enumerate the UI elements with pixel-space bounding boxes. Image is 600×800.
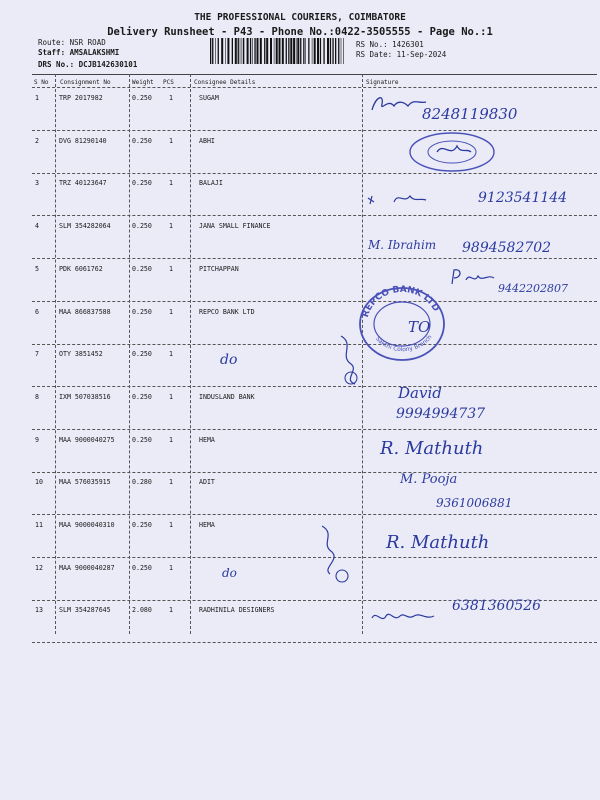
row-sno: 8 bbox=[35, 393, 39, 401]
row-weight: 0.250 bbox=[132, 521, 152, 529]
row-divider bbox=[32, 258, 597, 259]
row-divider bbox=[32, 514, 597, 515]
row-consignment-no: OTY 3851452 bbox=[59, 350, 103, 358]
handwritten-name-row-4: M. Ibrahim bbox=[368, 238, 437, 252]
row-consignee: REPCO BANK LTD bbox=[199, 308, 255, 316]
handwritten-tag-row-6: TO bbox=[408, 318, 431, 336]
col-header-consignment: Consignment No bbox=[60, 79, 111, 86]
row-sno: 2 bbox=[35, 137, 39, 145]
row-weight: 2.080 bbox=[132, 606, 152, 614]
row-weight: 0.280 bbox=[132, 478, 152, 486]
row-weight: 0.250 bbox=[132, 265, 152, 273]
column-divider bbox=[55, 74, 56, 634]
rs-date: RS Date: 11-Sep-2024 bbox=[356, 50, 447, 59]
row-sno: 6 bbox=[35, 308, 39, 316]
row-sno: 11 bbox=[35, 521, 43, 529]
row-consignee: SUGAM bbox=[199, 94, 219, 102]
table-top-border bbox=[32, 74, 597, 75]
row-divider bbox=[32, 344, 597, 345]
stamp-text: REPCO BANK LTD bbox=[360, 284, 441, 319]
handwritten-phone-row-13: 6381360526 bbox=[452, 598, 542, 614]
row-weight: 0.250 bbox=[132, 564, 152, 572]
signature-row-3 bbox=[364, 186, 444, 208]
row-consignee: PITCHAPPAN bbox=[199, 265, 239, 273]
row-pcs: 1 bbox=[169, 564, 173, 572]
handwritten-phone-row-8: 9994994737 bbox=[396, 406, 486, 422]
row-pcs: 1 bbox=[169, 179, 173, 187]
row-sno: 3 bbox=[35, 179, 39, 187]
row-consignment-no: MAA 576035915 bbox=[59, 478, 111, 486]
row-pcs: 1 bbox=[169, 606, 173, 614]
row-consignment-no: DVG 81290140 bbox=[59, 137, 107, 145]
row-consignment-no: SLM 354287645 bbox=[59, 606, 111, 614]
row-consignment-no: TRP 2017982 bbox=[59, 94, 103, 102]
handwritten-name-row-11: R. Mathuth bbox=[386, 532, 490, 553]
row-sno: 7 bbox=[35, 350, 39, 358]
handwritten-phone-row-3: 9123541144 bbox=[478, 190, 568, 206]
row-pcs: 1 bbox=[169, 478, 173, 486]
row-weight: 0.250 bbox=[132, 350, 152, 358]
row-sno: 1 bbox=[35, 94, 39, 102]
signature-row-5 bbox=[448, 266, 498, 288]
signature-row-13 bbox=[368, 606, 440, 626]
row-weight: 0.250 bbox=[132, 137, 152, 145]
row-weight: 0.250 bbox=[132, 222, 152, 230]
row-pcs: 1 bbox=[169, 308, 173, 316]
row-consignment-no: PDK 6061762 bbox=[59, 265, 103, 273]
row-pcs: 1 bbox=[169, 436, 173, 444]
row-sno: 13 bbox=[35, 606, 43, 614]
row-divider bbox=[32, 472, 597, 473]
handwritten-mark-row-7: do bbox=[220, 352, 238, 368]
row-consignment-no: IXM 507038516 bbox=[59, 393, 111, 401]
handwritten-phone-row-5: 9442202807 bbox=[498, 282, 568, 295]
header-divider bbox=[32, 87, 597, 88]
col-header-sno: S No bbox=[34, 79, 49, 86]
row-consignment-no: MAA 9000040310 bbox=[59, 521, 115, 529]
rs-number: RS No.: 1426301 bbox=[356, 40, 424, 49]
stamp-subtext: Sakthi Colony Branch bbox=[373, 333, 434, 354]
runsheet-title: Delivery Runsheet - P43 - Phone No.:0422-3505555 - Page No.:1 bbox=[107, 26, 493, 38]
row-weight: 0.250 bbox=[132, 393, 152, 401]
stamp-row-2 bbox=[405, 130, 500, 174]
handwritten-mark-row-12: do bbox=[222, 566, 237, 580]
column-divider bbox=[190, 74, 191, 634]
row-consignee: BALAJI bbox=[199, 179, 223, 187]
repco-bank-stamp bbox=[355, 282, 449, 362]
row-sno: 4 bbox=[35, 222, 39, 230]
row-consignee: HEMA bbox=[199, 436, 215, 444]
handwritten-phone-row-10: 9361006881 bbox=[436, 496, 513, 510]
column-divider bbox=[129, 74, 130, 634]
row-weight: 0.250 bbox=[132, 94, 152, 102]
handwritten-phone-row-1: 8248119830 bbox=[422, 105, 518, 123]
row-pcs: 1 bbox=[169, 222, 173, 230]
row-weight: 0.250 bbox=[132, 179, 152, 187]
row-pcs: 1 bbox=[169, 393, 173, 401]
row-consignment-no: MAA 9000040287 bbox=[59, 564, 115, 572]
row-sno: 5 bbox=[35, 265, 39, 273]
row-consignee: HEMA bbox=[199, 521, 215, 529]
staff-info: Staff: AMSALAKSHMI bbox=[38, 48, 120, 57]
row-divider bbox=[32, 429, 597, 430]
company-title: THE PROFESSIONAL COURIERS, COIMBATORE bbox=[194, 12, 406, 23]
route-info: Route: NSR ROAD bbox=[38, 38, 106, 47]
row-sno: 9 bbox=[35, 436, 39, 444]
col-header-signature: Signature bbox=[366, 79, 399, 86]
row-consignment-no: TRZ 40123647 bbox=[59, 179, 107, 187]
signature-squiggle-row-7 bbox=[335, 332, 365, 388]
handwritten-name-row-8: David bbox=[398, 384, 442, 402]
row-pcs: 1 bbox=[169, 350, 173, 358]
row-consignee: ADIT bbox=[199, 478, 215, 486]
row-consignee: INDUSLAND BANK bbox=[199, 393, 255, 401]
row-weight: 0.250 bbox=[132, 308, 152, 316]
row-sno: 10 bbox=[35, 478, 43, 486]
row-weight: 0.250 bbox=[132, 436, 152, 444]
col-header-pcs: PCS bbox=[163, 79, 174, 86]
drs-number: DRS No.: DCJB142630101 bbox=[38, 60, 138, 69]
row-consignee: RADHINILA DESIGNERS bbox=[199, 606, 275, 614]
handwritten-name-row-9: R. Mathuth bbox=[380, 438, 484, 459]
row-divider bbox=[32, 173, 597, 174]
row-consignee: JANA SMALL FINANCE bbox=[199, 222, 271, 230]
handwritten-phone-row-4: 9894582702 bbox=[462, 240, 552, 256]
row-consignee: ABHI bbox=[199, 137, 215, 145]
row-divider bbox=[32, 130, 597, 131]
row-pcs: 1 bbox=[169, 94, 173, 102]
row-sno: 12 bbox=[35, 564, 43, 572]
row-pcs: 1 bbox=[169, 521, 173, 529]
row-pcs: 1 bbox=[169, 137, 173, 145]
col-header-consignee: Consignee Details bbox=[194, 79, 256, 86]
row-divider bbox=[32, 215, 597, 216]
row-consignment-no: SLM 354282064 bbox=[59, 222, 111, 230]
row-pcs: 1 bbox=[169, 265, 173, 273]
barcode bbox=[208, 38, 348, 64]
row-consignment-no: MAA 866837588 bbox=[59, 308, 111, 316]
handwritten-name-row-10: M. Pooja bbox=[400, 472, 458, 487]
col-header-weight: Weight bbox=[132, 79, 154, 86]
row-consignment-no: MAA 9000040275 bbox=[59, 436, 115, 444]
row-divider bbox=[32, 642, 597, 643]
row-divider bbox=[32, 301, 597, 302]
signature-squiggle-row-11 bbox=[312, 522, 352, 586]
row-divider bbox=[32, 386, 597, 387]
